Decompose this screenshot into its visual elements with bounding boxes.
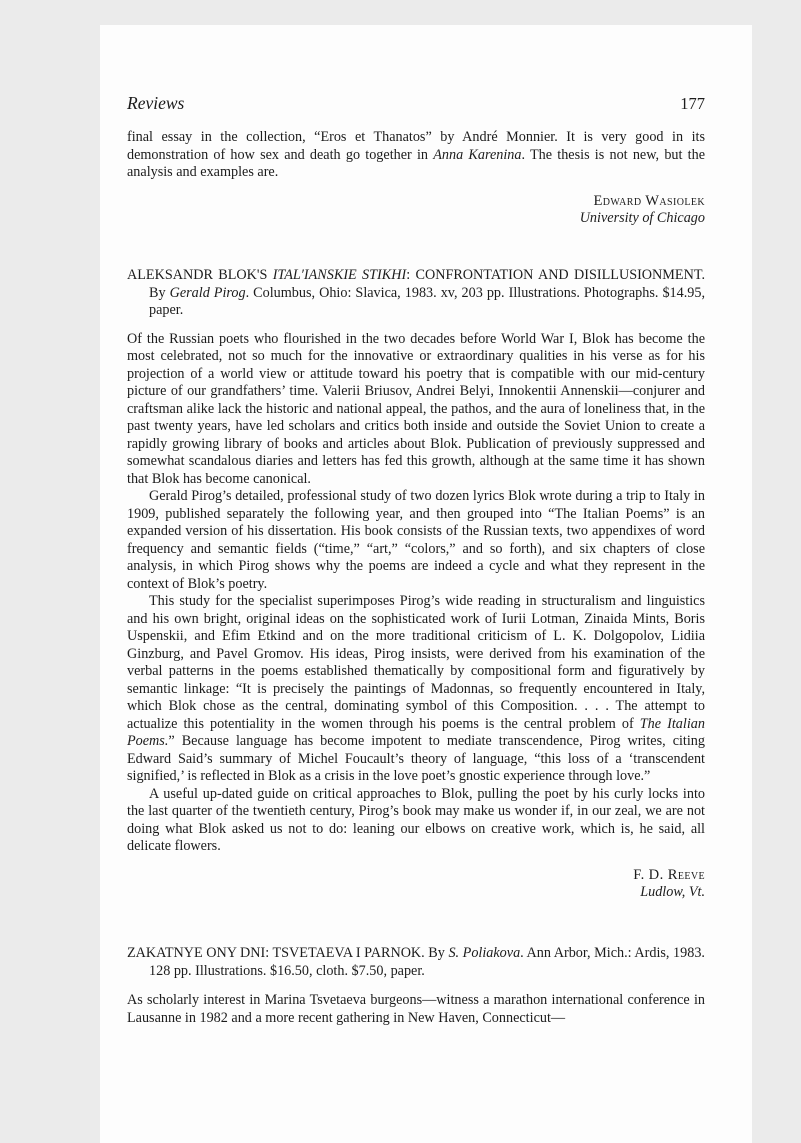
reviewer-signature <box>127 867 705 902</box>
review-paragraph: A useful up-dated guide on critical approaches to Blok, pulling the poet by his curly locks into the last quarter of the twentieth century, Pirog’s book may make us wonder if, in our zeal, we are not doing what Blok asked us not to do: leaning our elbows on creative work, which is, he said, all delicate flowers. <box>127 785 705 854</box>
review-paragraph: Of the Russian poets who flourished in the two decades before World War I, Blok has become the most celebrated, not so much for the innovative or extraordinary qualities in his verse as for his projection of a world view or attitude toward his poetry that is compatible with our mid-century picture of our grandfathers’ time. Valerii Briusov, Andrei Belyi, Innokentii Annenskii—conjurer and craftsman alike lack the historic and national appeal, the pathos, and the aura of loneliness that, in the past twenty years, have led scholars and critics both inside and outside the Soviet Union to create a rapidly growing library of books and articles about Blok. Publication of previously suppressed and somewhat scandalous diaries and letters has fed this growth, although at the same time it has shown that Blok has become canonical. <box>127 330 705 487</box>
section-title: Reviews <box>127 93 185 113</box>
review-heading-tsvetaeva: ZAKATNYE ONY DNI: TSVETAEVA I PARNOK. By S. Poliakova. Ann Arbor, Mich.: Ardis, 1983. 128 pp. Illustrations. $16.50, cloth. $7.50, paper. <box>127 945 705 979</box>
reviewer-affiliation: Ludlow, Vt. <box>640 883 705 900</box>
reviewer-signature <box>127 193 705 228</box>
review-paragraph: Gerald Pirog’s detailed, professional study of two dozen lyrics Blok wrote during a trip to Italy in 1909, published separately the following year, and then grouped into “The Italian Poems” is an expanded version of his dissertation. His book consists of the Russian texts, two appendixes of word frequency and semantic fields (“time,” “art,” “colors,” and so forth), and six chapters of close analysis, in which Pirog shows why the poems are indeed a cycle and what they represent in the context of Blok’s poetry. <box>127 488 705 592</box>
reviewer-name: Edward Wasiolek <box>593 192 705 209</box>
page-content <box>127 93 705 1027</box>
review-paragraph: As scholarly interest in Marina Tsvetaeva burgeons—witness a marathon international conference in Lausanne in 1982 and a more recent gathering in New Haven, Connecticut— <box>127 992 705 1026</box>
page-number: 177 <box>680 94 705 113</box>
running-head <box>127 93 705 114</box>
review-continuation-paragraph: final essay in the collection, “Eros et Thanatos” by André Monnier. It is very good in its demonstration of how sex and death go together in Anna Karenina. The thesis is not new, but the analysis and examples are. <box>127 129 706 180</box>
review-paragraph: This study for the specialist superimposes Pirog’s wide reading in structuralism and linguistics and his own bright, original ideas on the sophisticated work of Iurii Lotman, Zinaida Mints, Boris Uspenskii, and Efim Etkind and on the more traditional criticism of L. K. Dolgopolov, Lidiia Ginzburg, and Pavel Gromov. His ideas, Pirog insists, were derived from his examination of the verbal patterns in the poems established thematically by compositional form and figuratively by semantic linkage: “It is precisely the paintings of Madonnas, so frequently encountered in Italy, which Blok chose as the central, dominating symbol of this Composition. . . . The attempt to actualize this potentiality in the women through his poems is the central problem of The Italian Poems.” Because language has become impotent to mediate transcendence, Pirog writes, citing Edward Said’s summary of Michel Foucault’s theory of language, “this loss of a ‘transcendent signified,’ is reflected in Blok as a crisis in the love poet’s gnostic experience through love.” <box>127 593 705 784</box>
review-heading-blok: ALEKSANDR BLOK'S ITAL′IANSKIE STIKHI: CONFRONTATION AND DISILLUSIONMENT. By Gerald Pirog. Columbus, Ohio: Slavica, 1983. xv, 203 pp. Illustrations. Photographs. $14.95, paper. <box>127 267 706 318</box>
journal-page <box>100 25 752 1143</box>
reviewer-affiliation: University of Chicago <box>579 209 705 226</box>
reviewer-name: F. D. Reeve <box>633 866 705 883</box>
